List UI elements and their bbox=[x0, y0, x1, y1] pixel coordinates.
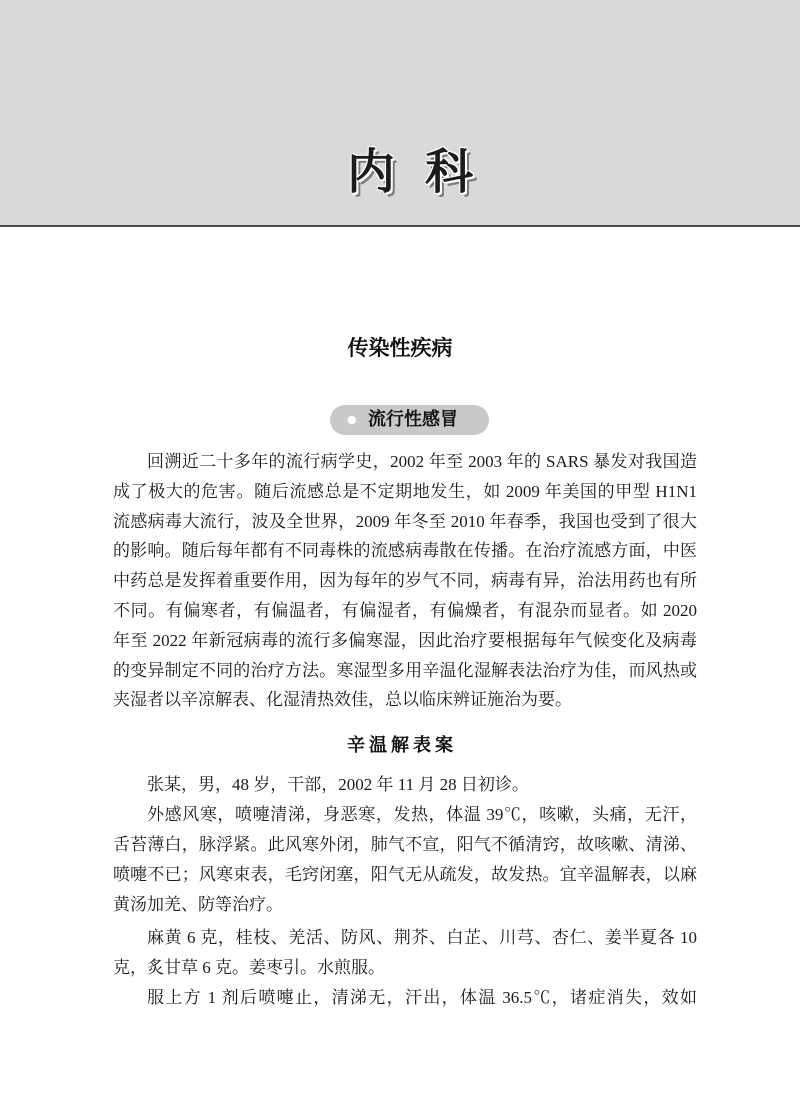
case-title: 辛温解表案 bbox=[347, 735, 457, 755]
case-outcome-paragraph bbox=[113, 983, 697, 1013]
case-line: 克，炙甘草 6 克。姜枣引。水煎服。 bbox=[113, 958, 385, 977]
case-body bbox=[113, 770, 697, 1013]
case-line: 服上方 1 剂后喷嚏止，清涕无，汗出，体温 36.5℃，诸症消失，效如 bbox=[147, 988, 697, 1007]
topic-badge bbox=[330, 405, 489, 435]
intro-paragraph bbox=[113, 447, 697, 715]
intro-line: 年至 2022 年新冠病毒的流行多偏寒湿，因此治疗要根据每年气候变化及病毒 bbox=[113, 630, 697, 650]
bullet-icon: ● bbox=[347, 413, 357, 426]
case-line: 舌苔薄白，脉浮紧。此风寒外闭，肺气不宣，阳气不循清窍，故咳嗽、清涕、 bbox=[113, 835, 697, 854]
case-patient-paragraph bbox=[113, 770, 697, 800]
intro-line: 流感病毒大流行，波及全世界，2009 年冬至 2010 年春季，我国也受到了很大 bbox=[113, 511, 697, 531]
case-line: 张某，男，48 岁，干部，2002 年 11 月 28 日初诊。 bbox=[147, 775, 529, 794]
intro-line: 中药总是发挥着重要作用，因为每年的岁气不同，病毒有异，治法用药也有所 bbox=[113, 571, 697, 591]
section-title: 传染性疾病 bbox=[347, 336, 453, 360]
case-symptoms-paragraph bbox=[113, 800, 697, 920]
case-line: 黄汤加羌、防等治疗。 bbox=[113, 895, 283, 914]
intro-line: 不同。有偏寒者，有偏温者，有偏湿者，有偏燥者，有混杂而显者。如 2020 bbox=[113, 600, 697, 620]
case-line: 麻黄 6 克，桂枝、羌活、防风、荆芥、白芷、川芎、杏仁、姜半夏各 10 bbox=[147, 928, 697, 947]
case-line: 外感风寒，喷嚏清涕，身恶寒，发热，体温 39℃，咳嗽，头痛，无汗， bbox=[147, 805, 697, 824]
chapter-banner bbox=[0, 0, 800, 227]
intro-line: 回溯近二十多年的流行病学史，2002 年至 2003 年的 SARS 暴发对我国造 bbox=[147, 452, 697, 471]
chapter-title: 内科 bbox=[346, 144, 503, 200]
intro-line: 的变异制定不同的治疗方法。寒湿型多用辛温化湿解表法治疗为佳，而风热或 bbox=[113, 660, 697, 680]
intro-line: 夹湿者以辛凉解表、化湿清热效佳，总以临床辨证施治为要。 bbox=[113, 690, 572, 710]
intro-line: 成了极大的危害。随后流感总是不定期地发生，如 2009 年美国的甲型 H1N1 bbox=[113, 481, 697, 501]
case-line: 喷嚏不已；风寒束表，毛窍闭塞，阳气无从疏发，故发热。宜辛温解表，以麻 bbox=[113, 865, 697, 884]
case-prescription-paragraph bbox=[113, 923, 697, 983]
topic-label: 流行性感冒 bbox=[368, 409, 458, 430]
intro-line: 的影响。随后每年都有不同毒株的流感病毒散在传播。在治疗流感方面，中医 bbox=[113, 541, 697, 561]
